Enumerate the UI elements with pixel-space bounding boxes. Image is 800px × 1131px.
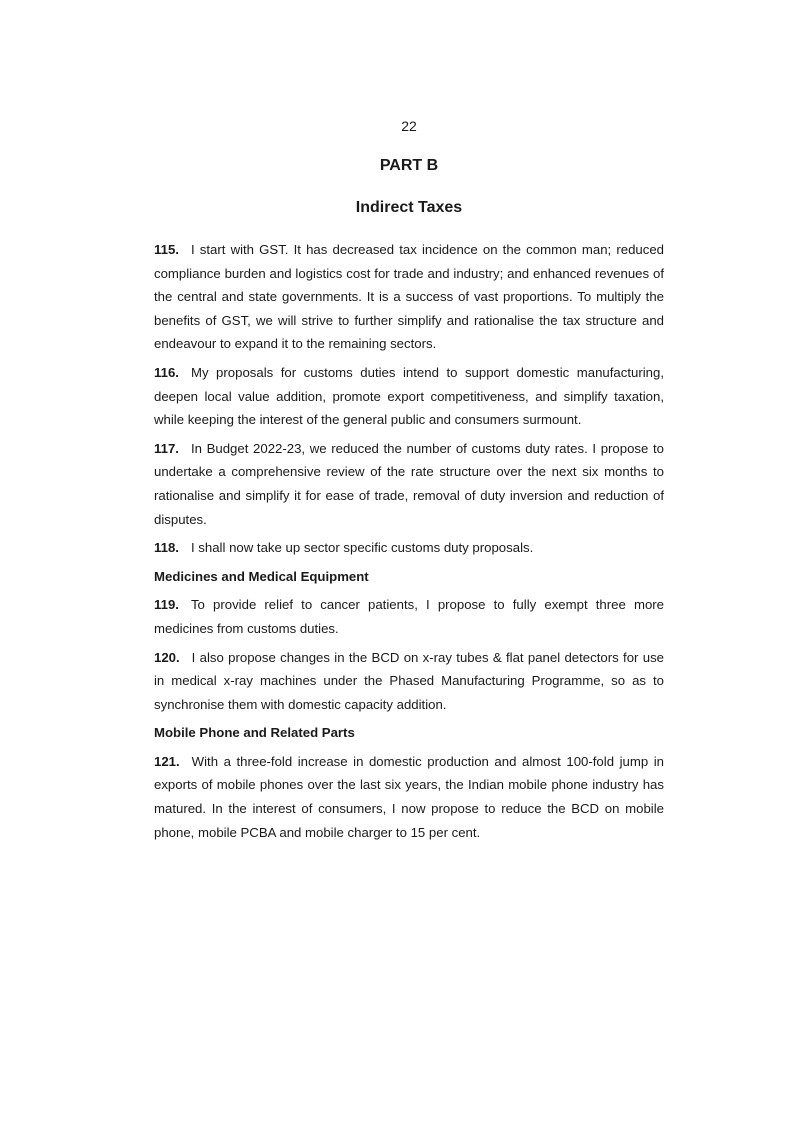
paragraph-121 [154,750,664,844]
section-title: Indirect Taxes [355,199,463,216]
paragraph-text: I also propose changes in the BCD on x-ray tubes & flat panel detectors for use in medical x-ray machines under the Phased Manufacturing Programme, so as to synchronise them with domestic capacity addition. [154,649,664,712]
subheading-mobile-phone: Mobile Phone and Related Parts [154,725,355,741]
paragraph-number: 118. [154,540,179,556]
paragraph-number: 120. [154,649,180,665]
paragraph-115 [154,238,664,356]
paragraph-116 [154,361,664,432]
subheading-medicines: Medicines and Medical Equipment [154,568,369,584]
paragraph-number: 121. [154,753,180,769]
paragraph-119 [154,593,664,640]
paragraph-text: In Budget 2022-23, we reduced the number of customs duty rates. I propose to undertake a comprehensive review of the rate structure over the next six months to rationalise and simplify it for ease of trade, removal of duty inversion and reduction of disputes. [154,440,664,527]
paragraph-number: 117. [154,440,179,456]
part-title: PART B [379,157,439,174]
paragraph-118 [154,536,664,560]
paragraph-120 [154,646,664,717]
paragraph-117 [154,437,664,531]
paragraph-number: 119. [154,597,179,613]
page-number: 22 [401,118,417,134]
paragraph-text: I start with GST. It has decreased tax incidence on the common man; reduced compliance burden and logistics cost for trade and industry; and enhanced revenues of the central and state governments. It is a success of vast proportions. To multiply the benefits of GST, we will strive to further simplify and rationalise the tax structure and endeavour to expand it to the remaining sectors. [154,242,664,352]
paragraph-number: 115. [154,242,179,257]
paragraph-text: My proposals for customs duties intend to support domestic manufacturing, deepen local value addition, promote export competitiveness, and simplify taxation, while keeping the interest of the general public and consumers surmount. [154,364,664,428]
body-text [154,238,664,849]
paragraph-text: With a three-fold increase in domestic production and almost 100-fold jump in exports of mobile phones over the last six years, the Indian mobile phone industry has matured. In the interest of consumers, I now propose to reduce the BCD on mobile phone, mobile PCBA and mobile charger to 15 per cent. [154,753,664,840]
paragraph-text: To provide relief to cancer patients, I propose to fully exempt three more medicines from customs duties. [154,597,664,636]
paragraph-number: 116. [154,364,179,380]
paragraph-text: I shall now take up sector specific customs duty proposals. [190,540,534,556]
